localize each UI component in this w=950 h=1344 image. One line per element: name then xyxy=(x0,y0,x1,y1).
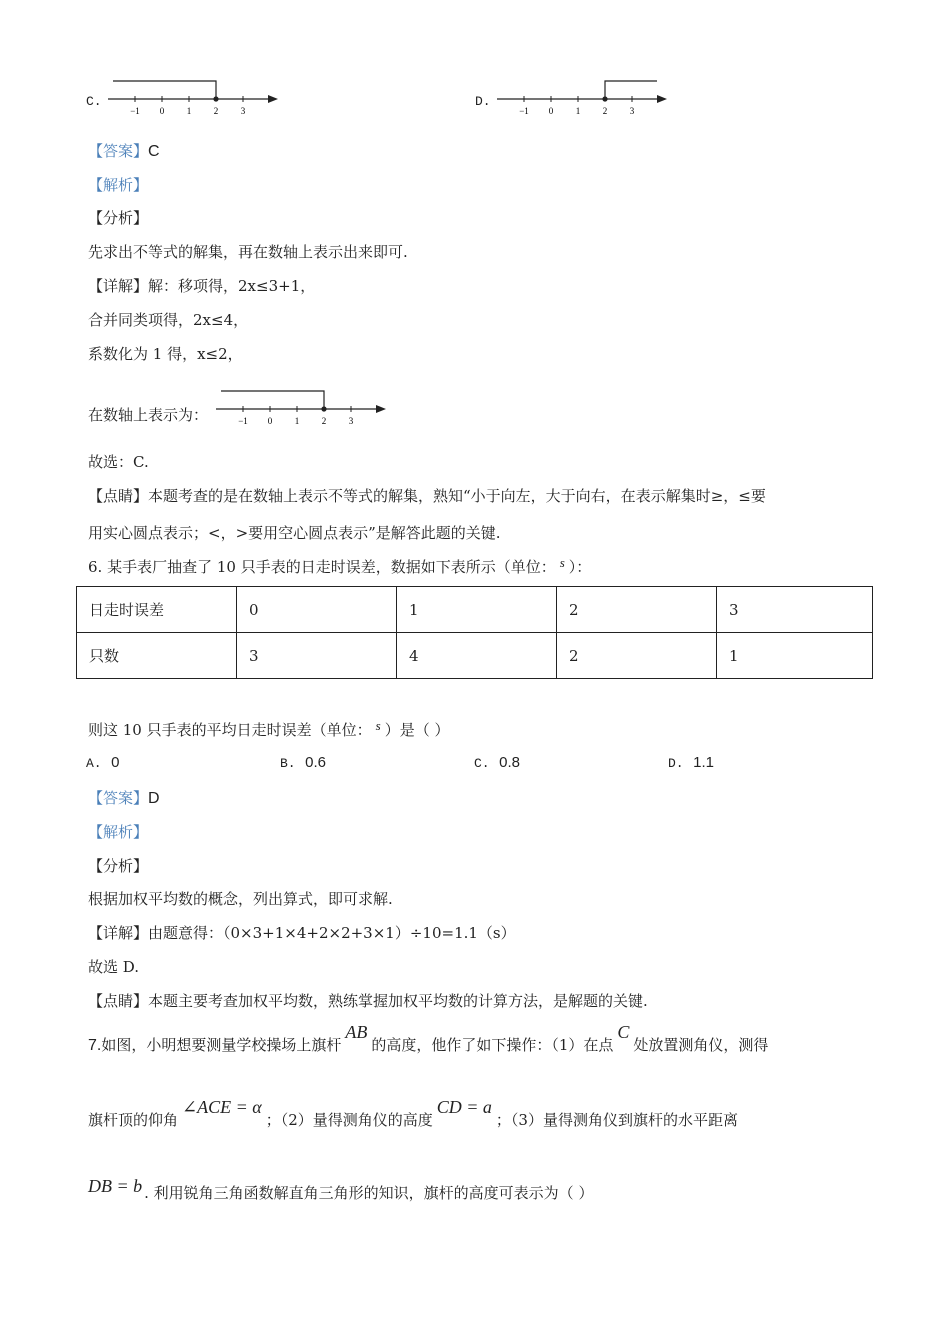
q7-text: 旗杆顶的仰角 xyxy=(88,1111,179,1129)
table-cell: 只数 xyxy=(77,633,237,679)
dianjing-text: 本题主要考查加权平均数，熟练掌握加权平均数的计算方法，是解题的关键. xyxy=(148,992,648,1010)
tick-label: −1 xyxy=(238,416,248,426)
q7-number: 7. xyxy=(88,1037,102,1054)
tick-label: 0 xyxy=(548,106,554,116)
dianjing-line-1 xyxy=(88,485,766,506)
q7-line-1 xyxy=(88,1022,769,1055)
solution-bracket-right xyxy=(605,81,657,99)
table-row xyxy=(77,633,873,679)
table-cell: 0 xyxy=(237,587,397,633)
math-c: C xyxy=(617,1022,630,1042)
tick-label: 3 xyxy=(348,416,354,426)
detail-tag: 【详解】 xyxy=(88,277,149,295)
number-line-d xyxy=(497,76,672,118)
choose-line: 故选 D. xyxy=(88,958,140,976)
q7-line-3 xyxy=(88,1176,594,1203)
answer-tag: 【答案】 xyxy=(88,789,149,807)
table-cell: 3 xyxy=(717,587,873,633)
dianjing-tag: 【点睛】 xyxy=(88,992,149,1010)
option-value: 1.1 xyxy=(693,754,715,771)
answer-value: C xyxy=(148,143,160,160)
tick-label: −1 xyxy=(130,106,140,116)
fenxi-tag: 【分析】 xyxy=(88,857,149,875)
detail-line-2: 合并同类项得，2x≤4， xyxy=(88,311,249,329)
detail-text: 解：移项得，2x≤3+1， xyxy=(148,277,316,295)
table-cell: 2 xyxy=(557,587,717,633)
dianjing-tag: 【点睛】 xyxy=(88,487,149,505)
detail-line xyxy=(88,922,516,943)
tick-label: 0 xyxy=(159,106,165,116)
q6-option-b xyxy=(280,753,326,771)
tick-label: 1 xyxy=(186,106,192,116)
tick-label: 2 xyxy=(321,416,327,426)
tick-label: 1 xyxy=(575,106,581,116)
q6-question-end: ）是（ ） xyxy=(384,721,450,739)
solid-point xyxy=(213,96,218,101)
q7-text: . 利用锐角三角函数解直角三角形的知识，旗杆的高度可表示为（ ） xyxy=(144,1184,594,1202)
q7-text: 处放置测角仪，测得 xyxy=(633,1036,769,1054)
table-cell: 日走时误差 xyxy=(77,587,237,633)
dianjing-text: 本题考查的是在数轴上表示不等式的解集，熟知“小于向左，大于向右，在表示解集时≥，≤要 xyxy=(148,487,766,505)
tick-label: 2 xyxy=(213,106,219,116)
number-line-c xyxy=(108,76,283,118)
detail-line-3: 系数化为 1 得，x≤2， xyxy=(88,345,243,363)
detail-text: 由题意得：（0×3+1×4+2×2+3×1）÷10=1.1（s） xyxy=(148,924,516,942)
solution-bracket-left xyxy=(221,391,324,409)
option-letter: C. xyxy=(474,756,490,771)
tick-label: 2 xyxy=(602,106,608,116)
option-c-label: C. xyxy=(86,94,102,109)
q6-option-a xyxy=(86,753,120,771)
answer-value: D xyxy=(148,790,160,807)
choose-line: 故选：C. xyxy=(88,453,149,471)
dianjing-line-2: 用实心圆点表示；<，>要用空心圆点表示”是解答此题的关键. xyxy=(88,524,501,542)
option-letter: B. xyxy=(280,756,296,771)
tick-label: 1 xyxy=(294,416,300,426)
q6-stem-end: ）： xyxy=(568,558,592,576)
math-db: DB = b xyxy=(88,1176,143,1196)
detail-line-1 xyxy=(88,275,315,296)
option-d-label: D. xyxy=(475,94,491,109)
analysis-tag: 【解析】 xyxy=(88,176,149,194)
q6-question xyxy=(88,719,449,740)
table-cell: 2 xyxy=(557,633,717,679)
fenxi-text: 根据加权平均数的概念，列出算式，即可求解. xyxy=(88,890,393,908)
error-table xyxy=(76,586,873,679)
axis-label-text: 在数轴上表示为： xyxy=(88,406,209,424)
table-cell: 1 xyxy=(717,633,873,679)
tick-label: 3 xyxy=(240,106,246,116)
math-angle: ∠ACE = α xyxy=(182,1097,262,1117)
q6-question-text: 则这 10 只手表的平均日走时误差（单位： xyxy=(88,721,372,739)
q6-unit: s xyxy=(559,555,565,570)
option-letter: D. xyxy=(668,756,684,771)
q6-answer-line xyxy=(88,787,160,808)
q6-option-d xyxy=(668,753,714,771)
q6-option-c xyxy=(474,753,520,771)
math-ab: AB xyxy=(345,1022,368,1042)
q6-stem-text: 6. 某手表厂抽查了 10 只手表的日走时误差，数据如下表所示（单位： xyxy=(88,558,556,576)
solution-bracket-left xyxy=(113,81,216,99)
q7-text: 如图，小明想要测量学校操场上旗杆 xyxy=(101,1036,342,1054)
q7-text: ；（2）量得测角仪的高度 xyxy=(265,1111,433,1129)
solid-point xyxy=(321,406,326,411)
tick-label: −1 xyxy=(519,106,529,116)
axis-arrow xyxy=(268,95,278,103)
option-letter: A. xyxy=(86,756,102,771)
option-value: 0 xyxy=(111,754,120,771)
option-value: 0.6 xyxy=(305,754,327,771)
analysis-tag: 【解析】 xyxy=(88,823,149,841)
q7-line-2 xyxy=(88,1097,738,1130)
number-line-solution xyxy=(216,386,391,428)
q5-answer-line xyxy=(88,140,160,161)
q7-text: ；（3）量得测角仪到旗杆的水平距离 xyxy=(495,1111,738,1129)
fenxi-text: 先求出不等式的解集，再在数轴上表示出来即可. xyxy=(88,243,408,261)
axis-arrow xyxy=(657,95,667,103)
table-cell: 3 xyxy=(237,633,397,679)
q6-stem xyxy=(88,556,591,577)
q6-question-unit: s xyxy=(375,718,381,733)
math-cd: CD = a xyxy=(436,1097,492,1117)
option-value: 0.8 xyxy=(499,754,521,771)
dianjing-line xyxy=(88,990,648,1011)
q7-text: 的高度，他作了如下操作：（1）在点 xyxy=(371,1036,614,1054)
tick-label: 0 xyxy=(267,416,273,426)
table-row xyxy=(77,587,873,633)
table-cell: 4 xyxy=(397,633,557,679)
axis-arrow xyxy=(376,405,386,413)
fenxi-tag: 【分析】 xyxy=(88,209,149,227)
tick-label: 3 xyxy=(629,106,635,116)
detail-tag: 【详解】 xyxy=(88,924,149,942)
answer-tag: 【答案】 xyxy=(88,142,149,160)
solid-point xyxy=(602,96,607,101)
table-cell: 1 xyxy=(397,587,557,633)
